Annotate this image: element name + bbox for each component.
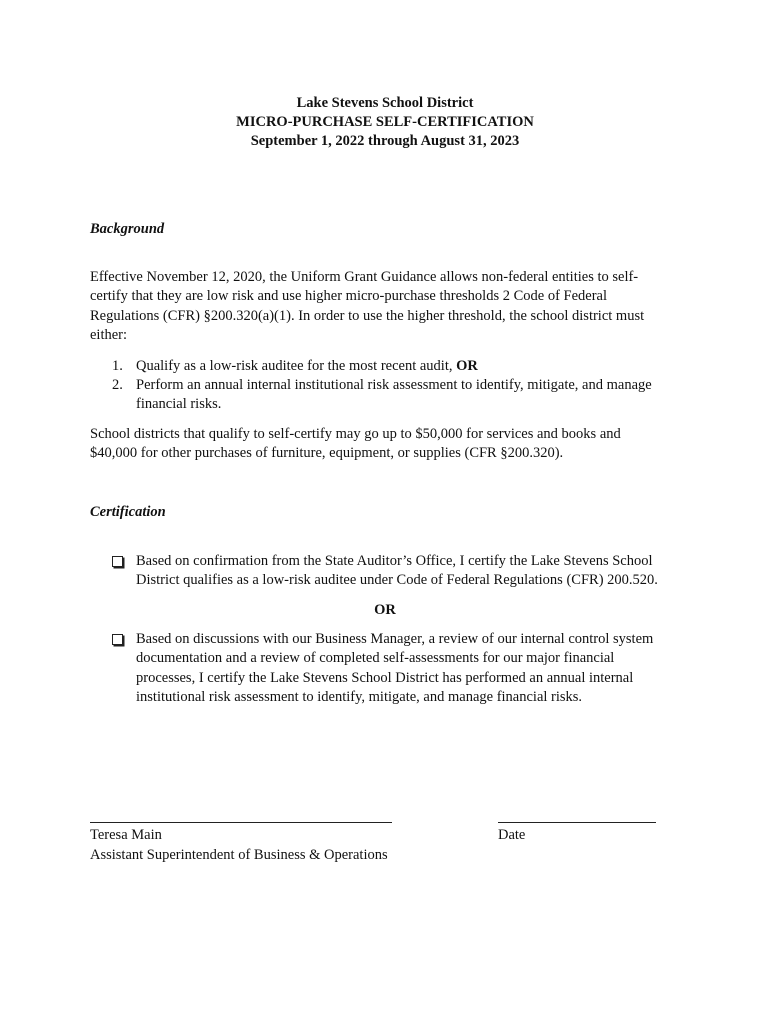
signer-name: Teresa Main: [90, 827, 162, 843]
intro-line: certify that they are low risk and use higher micro-purchase thresholds 2 Code of Federal: [90, 288, 608, 305]
background-intro: [90, 268, 680, 345]
or-separator: OR: [374, 602, 396, 618]
threshold-limits: [90, 425, 680, 464]
option-text: Based on discussions with our Business Manager, a review of our internal control system: [136, 631, 654, 647]
list-text: Qualify as a low-risk auditee for the most recent audit,: [136, 358, 457, 374]
intro-line: Regulations (CFR) §200.320(a)(1). In order to use the higher threshold, the school district must: [90, 307, 645, 324]
background-heading: Background: [90, 221, 165, 237]
date-label: Date: [498, 827, 526, 843]
date-line[interactable]: [498, 822, 656, 823]
checkbox-low-risk[interactable]: [112, 556, 123, 567]
list-text: Perform an annual internal institutional risk assessment to identify, mitigate, and manage: [136, 377, 652, 393]
limits-line: $40,000 for other purchases of furniture, equipment, or supplies (CFR §200.320).: [90, 445, 564, 462]
intro-line: Effective November 12, 2020, the Uniform Grant Guidance allows non-federal entities to self-: [90, 269, 639, 285]
document-title: MICRO-PURCHASE SELF-CERTIFICATION: [236, 114, 534, 130]
list-or-emphasis: OR: [456, 358, 478, 374]
option-text: District qualifies as a low-risk auditee under Code of Federal Regulations (CFR) 200.520.: [136, 572, 658, 589]
option-text: institutional risk assessment to identify, mitigate, and manage financial risks.: [136, 688, 583, 705]
option-text: Based on confirmation from the State Auditor’s Office, I certify the Lake Stevens School: [136, 553, 653, 569]
list-text: financial risks.: [136, 396, 222, 413]
district-name: Lake Stevens School District: [296, 95, 474, 111]
certification-heading: Certification: [90, 504, 166, 520]
intro-line: either:: [90, 326, 128, 343]
signer-title: Assistant Superintendent of Business & Operations: [90, 847, 388, 863]
option-text: processes, I certify the Lake Stevens School District has performed an annual internal: [136, 669, 634, 686]
list-number: 1.: [112, 358, 123, 374]
checkbox-risk-assessment[interactable]: [112, 634, 123, 645]
list-number: 2.: [112, 377, 123, 393]
limits-line: School districts that qualify to self-certify may go up to $50,000 for services and books and: [90, 426, 621, 442]
option-text: documentation and a review of completed self-assessments for our major financial: [136, 650, 615, 667]
signature-line[interactable]: [90, 822, 392, 823]
certification-period: September 1, 2022 through August 31, 2023: [250, 133, 520, 149]
